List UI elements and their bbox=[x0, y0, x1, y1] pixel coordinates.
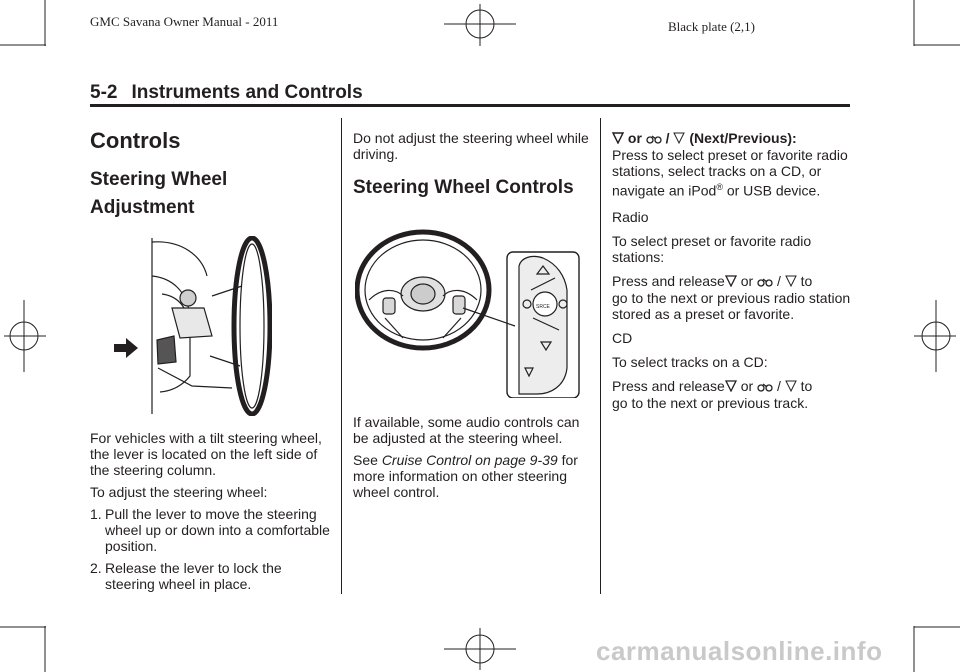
radio-instruction bbox=[612, 273, 852, 322]
subheading-line-1: Steering Wheel bbox=[90, 169, 228, 190]
press-release-text: Press and release bbox=[612, 377, 725, 394]
see-suffix: for more information on other steering wheel control. bbox=[353, 452, 578, 500]
cd-instruction bbox=[612, 378, 852, 411]
radio-label: Radio bbox=[612, 208, 649, 225]
section-heading-steering-wheel-controls: Steering Wheel Controls bbox=[353, 177, 574, 198]
svg-text:SRCE: SRCE bbox=[536, 304, 550, 310]
cycle-icon bbox=[757, 379, 773, 395]
header-rule bbox=[90, 104, 850, 107]
cycle-icon bbox=[757, 274, 773, 290]
watermark: carmanualsonline.info bbox=[596, 636, 883, 666]
term-description: Press to select preset or favorite radio stations, select tracks on a CD, or navigate an iPod bbox=[612, 147, 848, 199]
tilt-lever-paragraph: For vehicles with a tilt steering wheel, the lever is located on the left side of the steering column. bbox=[90, 430, 322, 478]
slash-text: / bbox=[661, 130, 674, 146]
registered-mark: ® bbox=[716, 182, 723, 192]
previous-down-icon bbox=[673, 131, 685, 147]
or-text: or bbox=[736, 377, 758, 394]
col2-top bbox=[353, 130, 591, 162]
lever-arrow-icon bbox=[114, 338, 138, 358]
running-header-title: GMC Savana Owner Manual - 2011 bbox=[90, 14, 279, 29]
see-prefix: See bbox=[353, 452, 382, 468]
col1-body bbox=[90, 430, 330, 598]
adjust-intro-paragraph: To adjust the steering wheel: bbox=[90, 484, 268, 500]
steering-column-illustration bbox=[112, 236, 272, 416]
cd-action-text: go to the next or previous track. bbox=[612, 394, 809, 411]
cruise-reference-paragraph bbox=[353, 452, 593, 500]
step-text: Release the lever to lock the steering wheel in place. bbox=[105, 560, 282, 592]
section-heading-controls: Controls bbox=[90, 128, 181, 153]
or-text: or bbox=[624, 130, 646, 146]
no-adjust-warning-paragraph: Do not adjust the steering wheel while driving. bbox=[353, 130, 589, 162]
subheading-line-2: Adjustment bbox=[90, 197, 195, 218]
subsection-heading-adjustment bbox=[90, 168, 227, 220]
audio-controls-paragraph: If available, some audio controls can be adjusted at the steering wheel. bbox=[353, 414, 580, 446]
next-up-icon bbox=[725, 274, 737, 290]
plate-label: Black plate (2,1) bbox=[668, 19, 755, 34]
slash-text: / bbox=[773, 272, 785, 289]
term-description-end: or USB device. bbox=[722, 182, 821, 199]
column-divider-2 bbox=[600, 118, 601, 594]
slash-text: / bbox=[773, 377, 785, 394]
chapter-header bbox=[90, 82, 363, 104]
radio-intro: To select preset or favorite radio stations: bbox=[612, 232, 812, 265]
or-text: or bbox=[736, 272, 758, 289]
step-number: 1. bbox=[90, 506, 102, 522]
previous-down-icon bbox=[785, 379, 797, 395]
previous-down-icon bbox=[785, 274, 797, 290]
col2-body bbox=[353, 414, 593, 500]
cruise-control-page-reference: Cruise Control on page 9-39 bbox=[381, 452, 558, 468]
to-text: to bbox=[796, 272, 813, 289]
page-number: 5-2 bbox=[90, 82, 118, 103]
term-label: (Next/Previous): bbox=[685, 130, 797, 146]
cd-label: CD bbox=[612, 329, 633, 346]
list-item bbox=[90, 506, 330, 554]
column-divider-1 bbox=[341, 118, 342, 594]
cycle-icon bbox=[646, 131, 662, 147]
adjust-steps-list bbox=[90, 506, 330, 592]
col3-body bbox=[612, 130, 852, 411]
next-up-icon bbox=[725, 379, 737, 395]
step-number: 2. bbox=[90, 560, 102, 576]
chapter-title: Instruments and Controls bbox=[131, 82, 363, 103]
next-up-icon bbox=[612, 131, 624, 147]
radio-action-text: go to the next or previous radio station stored as a preset or favorite. bbox=[612, 289, 851, 322]
list-item bbox=[90, 560, 330, 592]
next-previous-term bbox=[612, 130, 852, 199]
step-text: Pull the lever to move the steering wheel up or down into a comfortable position. bbox=[105, 506, 330, 554]
cd-intro: To select tracks on a CD: bbox=[612, 353, 768, 370]
steering-wheel-controls-illustration bbox=[355, 218, 591, 398]
press-release-text: Press and release bbox=[612, 272, 725, 289]
to-text: to bbox=[796, 377, 813, 394]
